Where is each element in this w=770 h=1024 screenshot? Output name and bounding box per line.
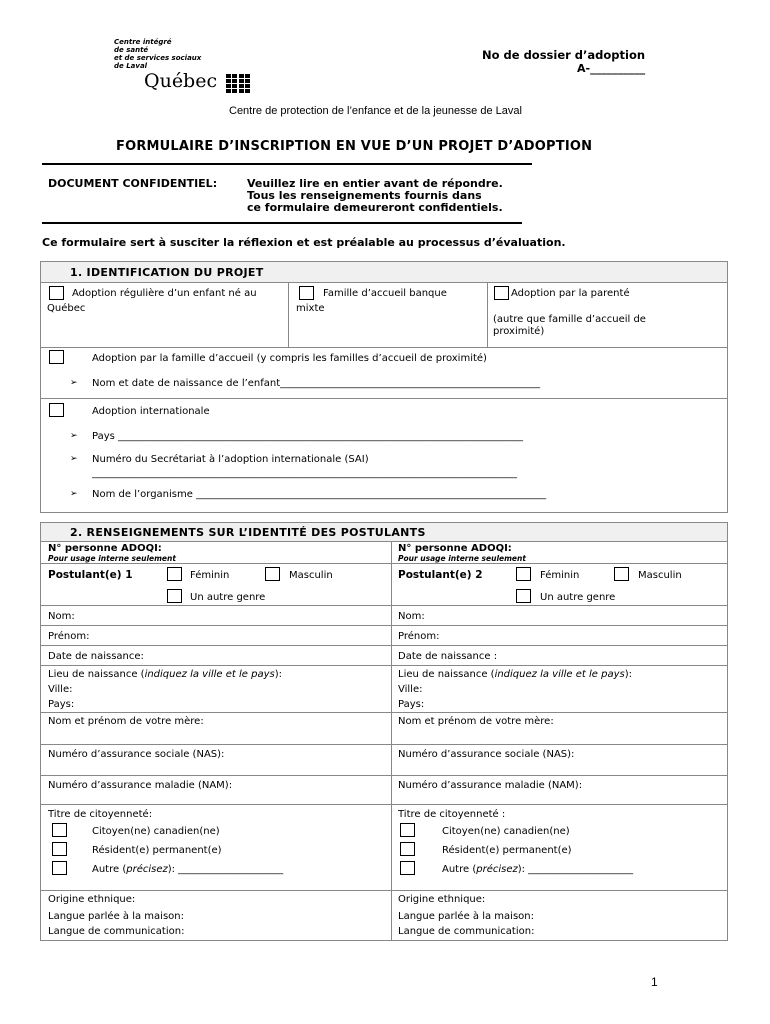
org-line-4: de Laval bbox=[114, 62, 148, 70]
intl-sai-field[interactable]: _____________________________________________________________________________________ bbox=[92, 468, 517, 479]
intl-org-field[interactable]: Nom de l’organisme ______________________________________________________________________ bbox=[92, 489, 547, 500]
checkbox-p2-autre[interactable] bbox=[400, 861, 415, 875]
form-title: FORMULAIRE D’INSCRIPTION EN VUE D’UN PROJET D’ADOPTION bbox=[116, 139, 593, 154]
checkbox-p1-canadien[interactable] bbox=[52, 823, 67, 837]
page-number: 1 bbox=[651, 975, 658, 989]
section1-title: 1. IDENTIFICATION DU PROJET bbox=[70, 266, 264, 279]
org-line-1: Centre intégré bbox=[114, 38, 172, 46]
p2-autre-genre-label: Un autre genre bbox=[540, 592, 616, 603]
opt-adoption-parente-note-a: (autre que famille d’accueil de bbox=[493, 314, 646, 325]
checkbox-p2-autre-genre[interactable] bbox=[516, 589, 531, 603]
p1-prenom-field[interactable]: Prénom: bbox=[48, 631, 90, 642]
adoqi-label-right: N° personne ADOQI: bbox=[398, 543, 512, 554]
p1-masculin-label: Masculin bbox=[289, 570, 333, 581]
p1-origine-field[interactable]: Origine ethnique: bbox=[48, 894, 136, 905]
p1-pays-field[interactable]: Pays: bbox=[48, 699, 75, 710]
org-line-2: de santé bbox=[114, 46, 149, 54]
p2-lieu-label: Lieu de naissance (indiquez la ville et le pays): bbox=[398, 669, 632, 680]
p1-nas-field[interactable]: Numéro d’assurance sociale (NAS): bbox=[48, 749, 225, 760]
bullet-arrow-icon: ➢ bbox=[70, 378, 78, 388]
checkbox-p1-autre[interactable] bbox=[52, 861, 67, 875]
opt-adoption-reguliere-b: Québec bbox=[47, 303, 86, 314]
checkbox-p2-masculin[interactable] bbox=[614, 567, 629, 581]
internal-use-right: Pour usage interne seulement bbox=[398, 554, 526, 563]
center-name: Centre de protection de l’enfance et de la jeunesse de Laval bbox=[229, 105, 522, 117]
p2-langue-comm-field[interactable]: Langue de communication: bbox=[398, 926, 535, 937]
p2-nam-field[interactable]: Numéro d’assurance maladie (NAM): bbox=[398, 780, 583, 791]
p1-canadien-label: Citoyen(ne) canadien(ne) bbox=[92, 826, 220, 837]
intl-country-field[interactable]: Pays _________________________________________________________________________________ bbox=[92, 431, 524, 442]
postulant1-label: Postulant(e) 1 bbox=[48, 569, 133, 581]
opt-famille-banque-b: mixte bbox=[296, 303, 325, 314]
p2-langue-maison-field[interactable]: Langue parlée à la maison: bbox=[398, 911, 534, 922]
confidential-line-1: Veuillez lire en entier avant de répondre. bbox=[247, 177, 503, 190]
p1-langue-comm-field[interactable]: Langue de communication: bbox=[48, 926, 185, 937]
opt-adoption-parente: Adoption par la parenté bbox=[511, 288, 630, 299]
bullet-arrow-icon: ➢ bbox=[70, 489, 78, 499]
p2-resident-label: Résident(e) permanent(e) bbox=[442, 845, 572, 856]
column-divider bbox=[391, 541, 392, 941]
checkbox-p1-resident[interactable] bbox=[52, 842, 67, 856]
opt-famille-banque-a: Famille d’accueil banque bbox=[323, 288, 447, 299]
p2-feminin-label: Féminin bbox=[540, 570, 580, 581]
checkbox-adoption-internationale[interactable] bbox=[49, 403, 64, 417]
checkbox-adoption-reguliere[interactable] bbox=[49, 286, 64, 300]
opt-adoption-reguliere-a: Adoption régulière d’un enfant né au bbox=[72, 288, 257, 299]
p1-nam-field[interactable]: Numéro d’assurance maladie (NAM): bbox=[48, 780, 233, 791]
checkbox-p1-masculin[interactable] bbox=[265, 567, 280, 581]
confidential-line-2: Tous les renseignements fournis dans bbox=[247, 189, 482, 202]
checkbox-p2-resident[interactable] bbox=[400, 842, 415, 856]
title-rule bbox=[42, 163, 532, 165]
p2-prenom-field[interactable]: Prénom: bbox=[398, 631, 440, 642]
confidential-line-3: ce formulaire demeureront confidentiels. bbox=[247, 201, 503, 214]
foster-child-field[interactable]: Nom et date de naissance de l’enfant____________________________________________________ bbox=[92, 378, 541, 389]
checkbox-p2-canadien[interactable] bbox=[400, 823, 415, 837]
p1-feminin-label: Féminin bbox=[190, 570, 230, 581]
opt-famille-accueil: Adoption par la famille d’accueil (y compris les familles d’accueil de proximité) bbox=[92, 353, 487, 364]
p2-nas-field[interactable]: Numéro d’assurance sociale (NAS): bbox=[398, 749, 575, 760]
p1-resident-label: Résident(e) permanent(e) bbox=[92, 845, 222, 856]
opt-adoption-parente-note-b: proximité) bbox=[493, 326, 545, 337]
section2-title: 2. RENSEIGNEMENTS SUR L’IDENTITÉ DES POSTULANTS bbox=[70, 526, 426, 539]
p1-autre-genre-label: Un autre genre bbox=[190, 592, 266, 603]
p1-ville-field[interactable]: Ville: bbox=[48, 684, 73, 695]
opt-adoption-internationale: Adoption internationale bbox=[92, 406, 210, 417]
quebec-wordmark: Québec bbox=[144, 70, 218, 92]
dossier-number[interactable]: A-__________ bbox=[577, 62, 646, 75]
postulant2-label: Postulant(e) 2 bbox=[398, 569, 483, 581]
confidential-label: DOCUMENT CONFIDENTIEL: bbox=[48, 177, 218, 190]
p2-mere-field[interactable]: Nom et prénom de votre mère: bbox=[398, 716, 554, 727]
p1-nom-field[interactable]: Nom: bbox=[48, 611, 75, 622]
p2-masculin-label: Masculin bbox=[638, 570, 682, 581]
p1-langue-maison-field[interactable]: Langue parlée à la maison: bbox=[48, 911, 184, 922]
p2-autre-field[interactable]: Autre (précisez): _____________________ bbox=[442, 864, 634, 875]
p1-lieu-label: Lieu de naissance (indiquez la ville et le pays): bbox=[48, 669, 282, 680]
bullet-arrow-icon: ➢ bbox=[70, 454, 78, 464]
intl-sai-label: Numéro du Secrétariat à l’adoption internationale (SAI) bbox=[92, 454, 369, 465]
p2-ville-field[interactable]: Ville: bbox=[398, 684, 423, 695]
p2-nom-field[interactable]: Nom: bbox=[398, 611, 425, 622]
confidential-rule bbox=[42, 222, 522, 224]
p2-citoyennete-label: Titre de citoyenneté : bbox=[398, 809, 506, 820]
p2-pays-field[interactable]: Pays: bbox=[398, 699, 425, 710]
dossier-label: No de dossier d’adoption bbox=[482, 48, 646, 62]
p1-mere-field[interactable]: Nom et prénom de votre mère: bbox=[48, 716, 204, 727]
internal-use-left: Pour usage interne seulement bbox=[48, 554, 176, 563]
p1-citoyennete-label: Titre de citoyenneté: bbox=[48, 809, 153, 820]
org-line-3: et de services sociaux bbox=[114, 54, 202, 62]
p1-ddn-field[interactable]: Date de naissance: bbox=[48, 651, 144, 662]
checkbox-p1-autre-genre[interactable] bbox=[167, 589, 182, 603]
checkbox-p1-feminin[interactable] bbox=[167, 567, 182, 581]
fleur-de-lis-flag-icon bbox=[226, 73, 252, 93]
adoqi-label-left: N° personne ADOQI: bbox=[48, 543, 162, 554]
checkbox-famille-banque-mixte[interactable] bbox=[299, 286, 314, 300]
intro-text: Ce formulaire sert à susciter la réflexion et est préalable au processus d’évaluation. bbox=[42, 236, 566, 249]
section2-box bbox=[40, 522, 728, 941]
checkbox-famille-accueil[interactable] bbox=[49, 350, 64, 364]
logo bbox=[114, 38, 252, 93]
p2-ddn-field[interactable]: Date de naissance : bbox=[398, 651, 498, 662]
checkbox-adoption-parente[interactable] bbox=[494, 286, 509, 300]
p2-canadien-label: Citoyen(ne) canadien(ne) bbox=[442, 826, 570, 837]
checkbox-p2-feminin[interactable] bbox=[516, 567, 531, 581]
bullet-arrow-icon: ➢ bbox=[70, 431, 78, 441]
p1-autre-field[interactable]: Autre (précisez): _____________________ bbox=[92, 864, 284, 875]
p2-origine-field[interactable]: Origine ethnique: bbox=[398, 894, 486, 905]
